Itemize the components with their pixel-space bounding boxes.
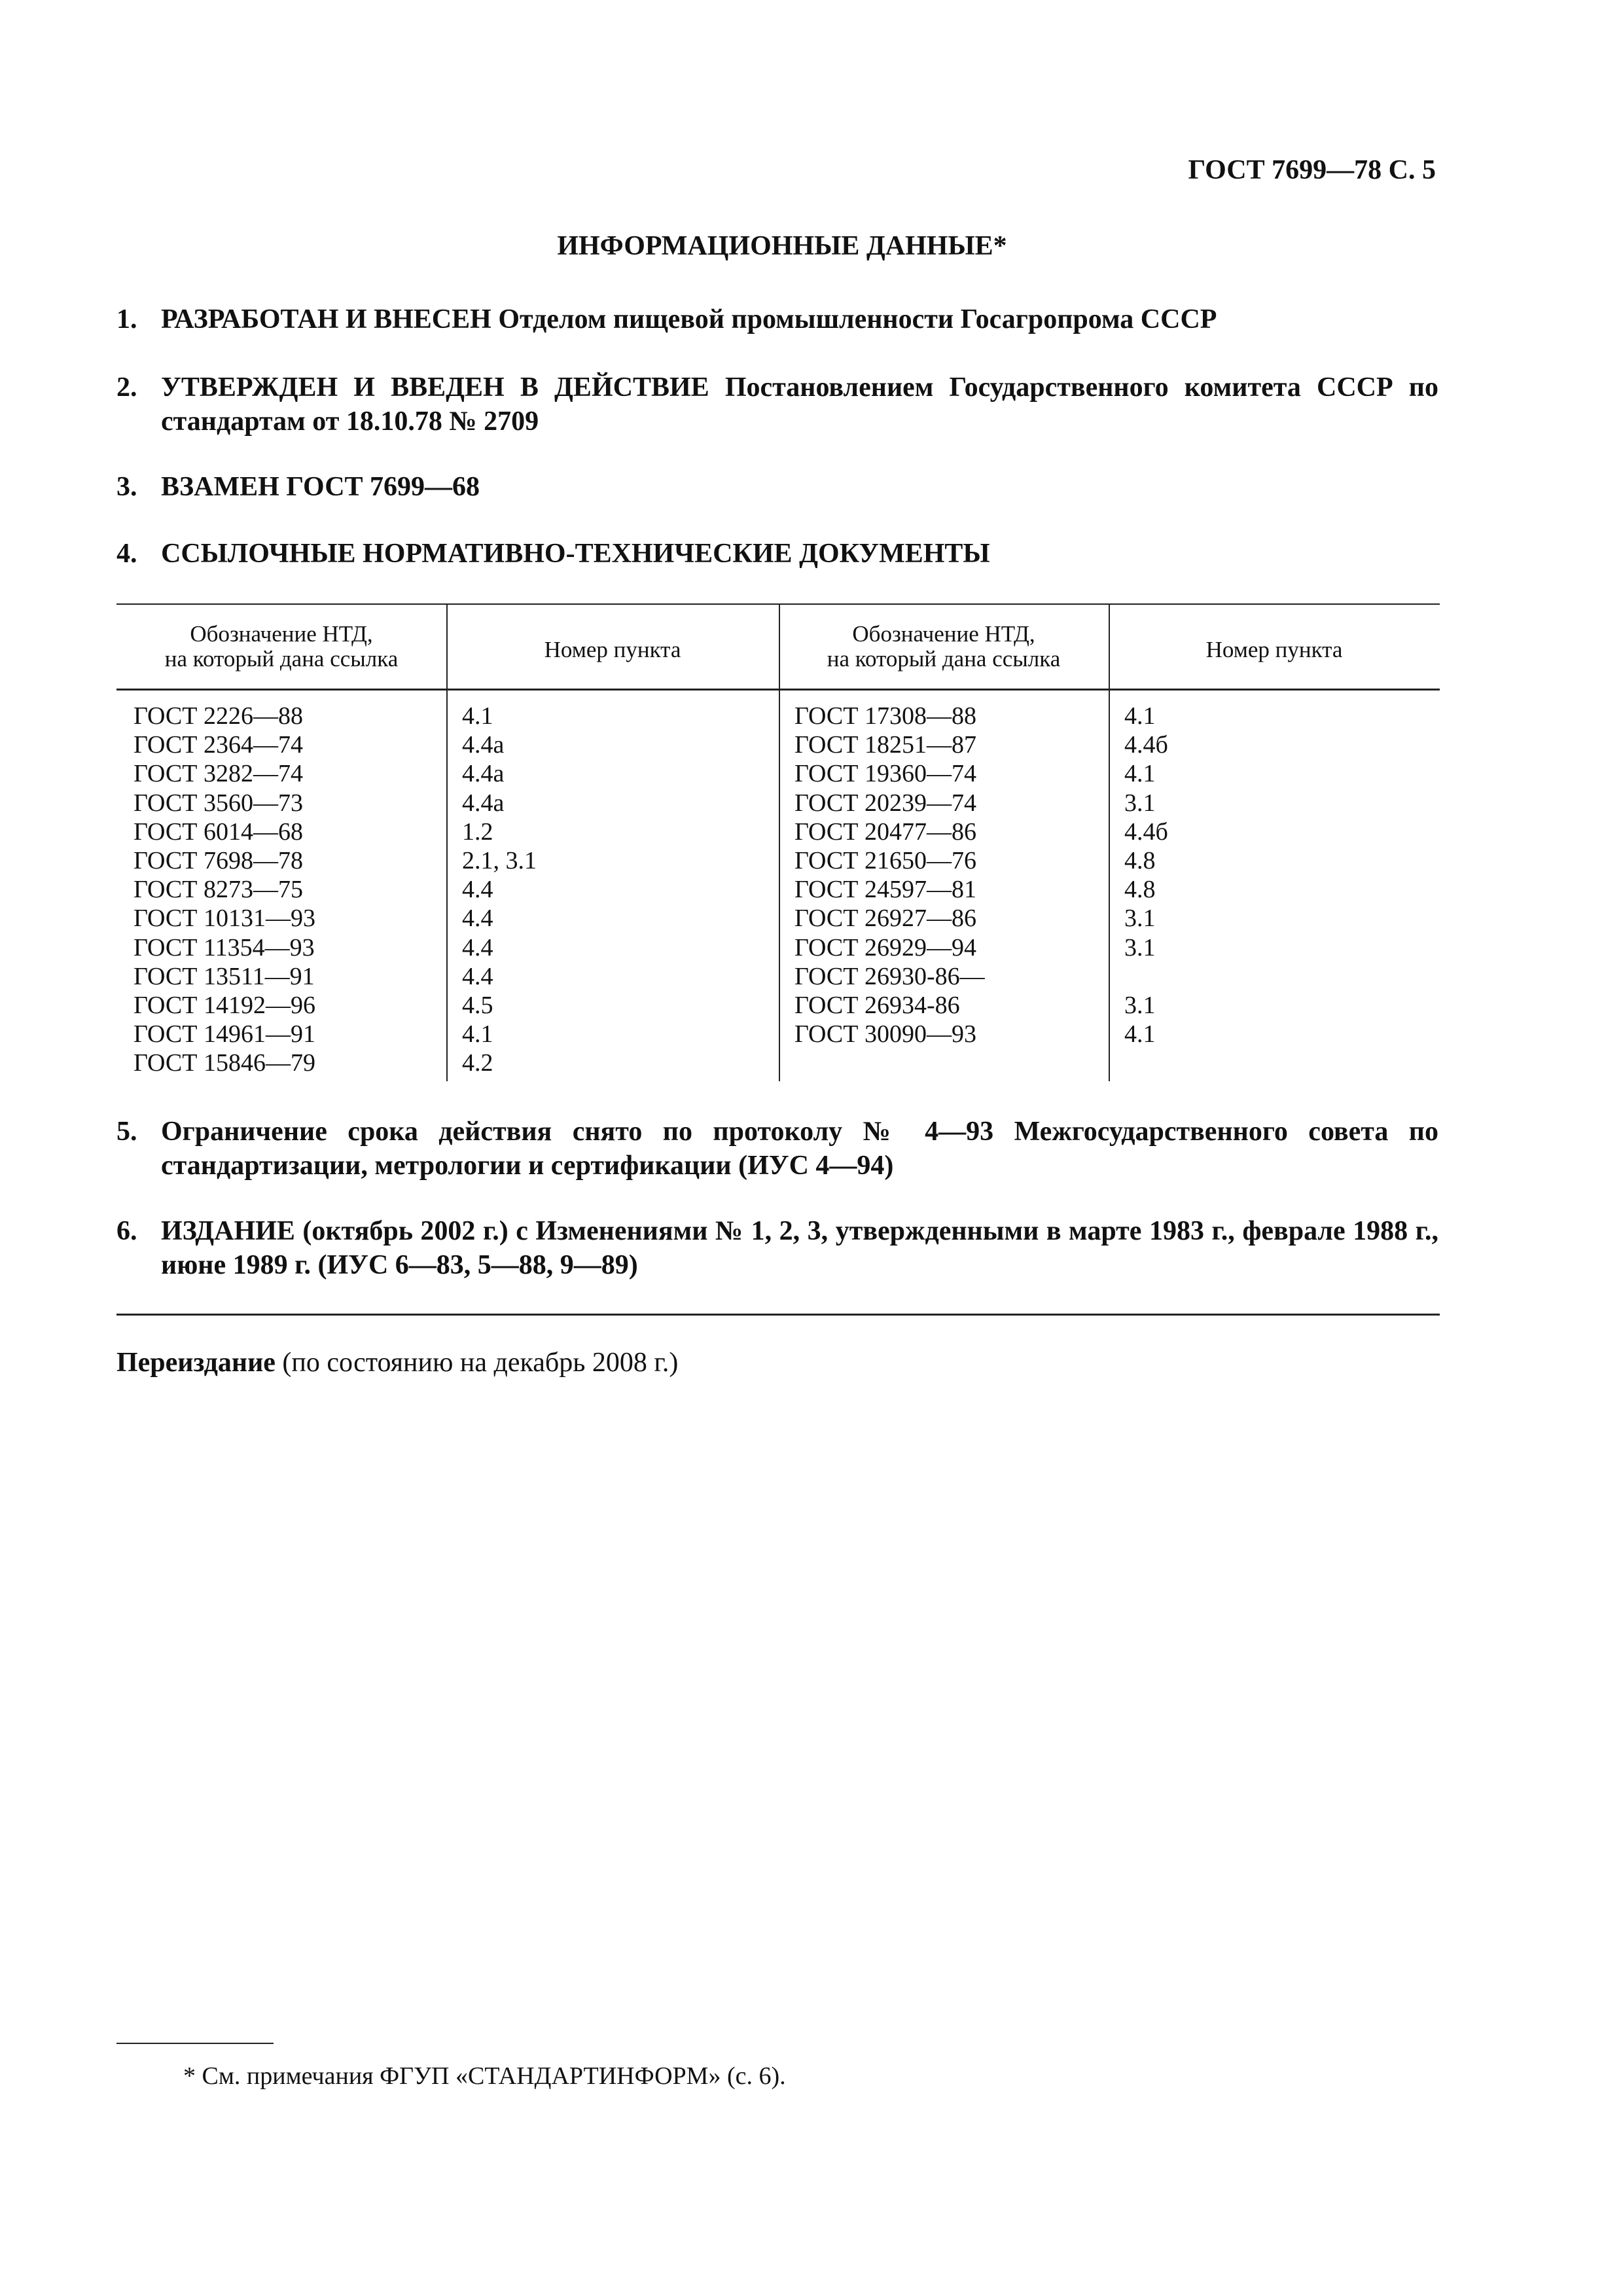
table-header-border [116, 689, 1440, 691]
table-cell: 4.4б [1124, 731, 1168, 759]
table-cell: 4.4 [462, 876, 493, 904]
left-clauses-column [462, 702, 537, 1077]
table-cell: ГОСТ 21650—76 [794, 846, 976, 874]
item-number: 2. [116, 372, 137, 403]
footnote: * См. примечания ФГУП «СТАНДАРТИНФОРМ» (с. 6). [183, 2062, 786, 2090]
table-cell: 3.1 [1124, 933, 1156, 961]
table-cell [1124, 962, 1168, 991]
table-cell: ГОСТ 14192—96 [134, 991, 315, 1019]
table-cell: ГОСТ 11354—93 [134, 933, 315, 961]
header-clause-left: Номер пункта [544, 637, 681, 662]
table-cell: ГОСТ 30090—93 [794, 1020, 976, 1049]
table-cell: 4.1 [1124, 760, 1156, 788]
table-cell: 3.1 [1124, 991, 1156, 1019]
table-cell: 4.1 [1124, 702, 1156, 730]
table-cell: ГОСТ 20477—86 [794, 817, 976, 846]
table-cell: 4.1 [462, 1020, 493, 1049]
item-text: Ограничение срока действия снято по протоколу № 4—93 Межгосударственного совета по стандартизации, метрологии и сертификации (ИУС 4—94) [161, 1117, 1438, 1181]
table-cell: ГОСТ 3560—73 [134, 789, 303, 817]
table-cell: ГОСТ 26927—86 [794, 905, 976, 933]
info-item-4 [116, 537, 1438, 571]
right-docs-column [794, 702, 985, 1049]
table-cell: 4.4а [462, 731, 505, 759]
table-cell: ГОСТ 19360—74 [794, 760, 976, 788]
item-text: ИЗДАНИЕ (октябрь 2002 г.) с Изменениями № 1, 2, 3, утвержденными в марте 1983 г., феврале 1988 г., июне 1989 г. (ИУС 6—83, 5—88, 9—89) [161, 1216, 1438, 1280]
table-cell: 4.5 [462, 991, 493, 1019]
table-cell: 4.4а [462, 789, 505, 817]
table-cell: 4.2 [462, 1049, 493, 1077]
footnote-rule [116, 2043, 274, 2044]
right-clauses-column [1124, 702, 1168, 1049]
item-number: 6. [116, 1216, 137, 1246]
table-cell: 4.1 [1124, 1020, 1156, 1049]
table-cell: 1.2 [462, 817, 493, 846]
table-cell: ГОСТ 18251—87 [794, 731, 976, 759]
table-cell: 4.4 [462, 905, 493, 933]
table-cell: 4.4 [462, 962, 493, 990]
table-cell: ГОСТ 10131—93 [134, 905, 315, 933]
column-divider [1109, 603, 1110, 1081]
left-docs-column [134, 702, 315, 1077]
info-item-1 [116, 302, 1438, 336]
section-rule [116, 1314, 1440, 1316]
header-clause-right: Номер пункта [1205, 637, 1343, 662]
table-cell: ГОСТ 3282—74 [134, 760, 303, 788]
item-number: 5. [116, 1117, 137, 1147]
table-cell: ГОСТ 15846—79 [134, 1049, 315, 1077]
item-number: 3. [116, 472, 137, 502]
item-text: Постановлением Государственного комитета СССР по стандартам от 18.10.78 № 2709 [161, 372, 1438, 437]
header-designation-left: Обозначение НТД, на который дана ссылка [164, 621, 399, 672]
item-number: 4. [116, 539, 137, 569]
table-cell: ГОСТ 17308—88 [794, 702, 976, 730]
table-cell: ГОСТ 26934-86 [794, 991, 960, 1019]
table-cell: ГОСТ 24597—81 [794, 876, 976, 904]
table-cell: ГОСТ 26930-86— [794, 962, 985, 990]
table-cell: ГОСТ 6014—68 [134, 817, 303, 846]
header-designation-right: Обозначение НТД, на который дана ссылка [827, 621, 1061, 672]
table-cell: 2.1, 3.1 [462, 846, 537, 874]
table-cell: 4.8 [1124, 876, 1156, 904]
table-cell: ГОСТ 8273—75 [134, 876, 303, 904]
column-divider [446, 603, 448, 1081]
item-lead: УТВЕРЖДЕН И ВВЕДЕН В ДЕЙСТВИЕ [161, 372, 709, 403]
reissue-note: Переиздание (по состоянию на декабрь 2008 г.) [116, 1348, 679, 1378]
table-top-border [116, 603, 1440, 605]
table-cell: ГОСТ 2364—74 [134, 731, 303, 759]
table-cell: ГОСТ 2226—88 [134, 702, 303, 730]
page-reference: ГОСТ 7699—78 С. 5 [1188, 155, 1436, 185]
column-divider [779, 603, 780, 1081]
item-lead: ССЫЛОЧНЫЕ НОРМАТИВНО-ТЕХНИЧЕСКИЕ ДОКУМЕНТЫ [161, 539, 990, 569]
info-item-3 [116, 470, 1438, 504]
table-cell: ГОСТ 26929—94 [794, 933, 976, 961]
table-cell: 3.1 [1124, 789, 1156, 817]
table-cell: 4.4б [1124, 817, 1168, 846]
table-cell: ГОСТ 7698—78 [134, 846, 303, 874]
table-cell: ГОСТ 14961—91 [134, 1020, 315, 1049]
info-item-6 [116, 1214, 1438, 1282]
table-cell: ГОСТ 13511—91 [134, 962, 315, 990]
table-cell: 4.4а [462, 760, 505, 788]
table-cell: 4.8 [1124, 846, 1156, 874]
table-cell: 4.4 [462, 933, 493, 961]
table-cell: 4.1 [462, 702, 493, 730]
page-title: ИНФОРМАЦИОННЫЕ ДАННЫЕ* [557, 231, 1007, 261]
item-lead: РАЗРАБОТАН И ВНЕСЕН [161, 304, 491, 334]
table-cell: 3.1 [1124, 905, 1156, 933]
info-item-5 [116, 1115, 1438, 1183]
info-item-2 [116, 370, 1438, 439]
item-text: Отделом пищевой промышленности Госагропрома СССР [498, 304, 1217, 334]
item-number: 1. [116, 304, 137, 334]
table-cell: ГОСТ 20239—74 [794, 789, 976, 817]
item-lead: ВЗАМЕН ГОСТ 7699—68 [161, 472, 480, 502]
